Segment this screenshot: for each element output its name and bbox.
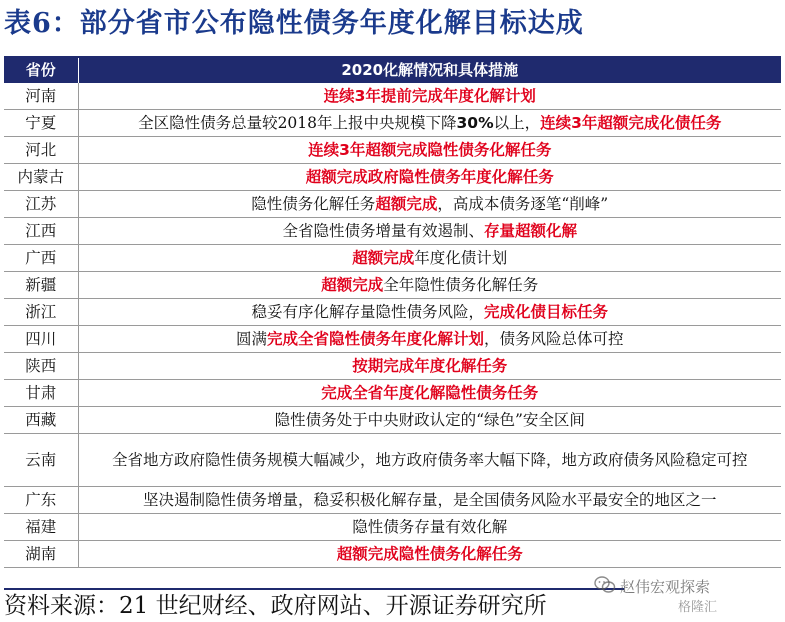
province-cell: 福建 bbox=[4, 514, 78, 541]
measure-cell bbox=[78, 218, 781, 245]
table-row bbox=[4, 541, 781, 568]
debt-table-container bbox=[4, 56, 781, 568]
table-row bbox=[4, 218, 781, 245]
measure-cell bbox=[78, 380, 781, 407]
province-cell: 浙江 bbox=[4, 299, 78, 326]
debt-table bbox=[4, 58, 781, 568]
province-cell: 河南 bbox=[4, 83, 78, 110]
source-note: 资料来源：21 世纪财经、政府网站、开源证券研究所 bbox=[4, 588, 624, 622]
table-row bbox=[4, 272, 781, 299]
measure-cell bbox=[78, 326, 781, 353]
measure-text: 30% bbox=[456, 114, 494, 132]
measure-text: ，高成本债务逐笔“削峰” bbox=[437, 195, 609, 213]
province-cell: 四川 bbox=[4, 326, 78, 353]
highlight-text: 存量超额化解 bbox=[484, 222, 578, 240]
highlight-text: 超额完成 bbox=[352, 249, 415, 267]
measure-cell bbox=[78, 434, 781, 487]
province-cell: 内蒙古 bbox=[4, 164, 78, 191]
watermark bbox=[594, 576, 780, 616]
measure-text: 全省隐性债务增量有效遏制、 bbox=[282, 222, 484, 240]
table-row bbox=[4, 191, 781, 218]
measure-cell bbox=[78, 110, 781, 137]
table-header-row bbox=[4, 58, 781, 83]
measure-cell bbox=[78, 514, 781, 541]
table-row bbox=[4, 137, 781, 164]
highlight-text: 连续3年超额完成化债任务 bbox=[540, 114, 722, 132]
highlight-text: 连续3年提前完成年度化解计划 bbox=[323, 87, 536, 105]
highlight-text: 超额完成政府隐性债务年度化解任务 bbox=[305, 168, 554, 186]
measure-cell bbox=[78, 407, 781, 434]
province-cell: 西藏 bbox=[4, 407, 78, 434]
table-row bbox=[4, 299, 781, 326]
measure-text: 以上， bbox=[493, 114, 541, 132]
province-cell: 云南 bbox=[4, 434, 78, 487]
wechat-icon bbox=[594, 576, 616, 599]
province-cell: 广东 bbox=[4, 487, 78, 514]
table-row bbox=[4, 487, 781, 514]
measure-text: 全区隐性债务总量较2018年上报中央规模下降 bbox=[138, 114, 457, 132]
province-cell: 宁夏 bbox=[4, 110, 78, 137]
measure-text: 圆满 bbox=[235, 330, 267, 348]
table-row bbox=[4, 353, 781, 380]
page-title: 表6：部分省市公布隐性债务年度化解目标达成 bbox=[4, 8, 584, 39]
measure-text: 隐性债务化解任务 bbox=[251, 195, 376, 213]
highlight-text: 连续3年超额完成隐性债务化解任务 bbox=[308, 141, 552, 159]
province-cell: 新疆 bbox=[4, 272, 78, 299]
table-row bbox=[4, 110, 781, 137]
measure-text: 全年隐性债务化解任务 bbox=[383, 276, 539, 294]
measure-cell bbox=[78, 137, 781, 164]
measure-cell bbox=[78, 245, 781, 272]
province-cell: 甘肃 bbox=[4, 380, 78, 407]
measure-text: 隐性债务存量有效化解 bbox=[352, 518, 508, 536]
measure-text: ，债务风险总体可控 bbox=[484, 330, 624, 348]
table-body bbox=[4, 83, 781, 568]
table-row bbox=[4, 407, 781, 434]
header-measures: 2020化解情况和具体措施 bbox=[78, 58, 781, 83]
highlight-text: 按期完成年度化解任务 bbox=[352, 357, 508, 375]
watermark-site: 格隆汇 bbox=[678, 600, 718, 615]
table-row bbox=[4, 326, 781, 353]
highlight-text: 完成全省年度化解隐性债务任务 bbox=[321, 384, 539, 402]
highlight-text: 完成全省隐性债务年度化解计划 bbox=[266, 330, 484, 348]
highlight-text: 完成化债目标任务 bbox=[484, 303, 609, 321]
highlight-text: 超额完成 bbox=[321, 276, 384, 294]
measure-text: 全省地方政府隐性债务规模大幅减少，地方政府债务率大幅下降，地方政府债务风险稳定可控 bbox=[111, 450, 748, 469]
measure-text: 稳妥有序化解存量隐性债务风险， bbox=[251, 303, 484, 321]
table-row bbox=[4, 380, 781, 407]
table-row bbox=[4, 514, 781, 541]
province-cell: 广西 bbox=[4, 245, 78, 272]
measure-cell bbox=[78, 353, 781, 380]
province-cell: 湖南 bbox=[4, 541, 78, 568]
measure-cell bbox=[78, 191, 781, 218]
province-cell: 河北 bbox=[4, 137, 78, 164]
province-cell: 陕西 bbox=[4, 353, 78, 380]
measure-cell bbox=[78, 541, 781, 568]
header-province: 省份 bbox=[4, 58, 78, 83]
province-cell: 江苏 bbox=[4, 191, 78, 218]
highlight-text: 超额完成隐性债务化解任务 bbox=[336, 545, 523, 563]
province-cell: 江西 bbox=[4, 218, 78, 245]
measure-cell bbox=[78, 272, 781, 299]
measure-text: 隐性债务处于中央财政认定的“绿色”安全区间 bbox=[274, 411, 585, 429]
measure-text: 坚决遏制隐性债务增量，稳妥积极化解存量，是全国债务风险水平最安全的地区之一 bbox=[142, 491, 717, 509]
watermark-account: 赵伟宏观探索 bbox=[620, 578, 711, 596]
measure-cell bbox=[78, 299, 781, 326]
measure-cell bbox=[78, 164, 781, 191]
table-row bbox=[4, 83, 781, 110]
table-row bbox=[4, 245, 781, 272]
highlight-text: 超额完成 bbox=[375, 195, 438, 213]
measure-cell bbox=[78, 487, 781, 514]
measure-cell bbox=[78, 83, 781, 110]
measure-text: 年度化债计划 bbox=[414, 249, 508, 267]
table-row bbox=[4, 164, 781, 191]
table-row bbox=[4, 434, 781, 487]
